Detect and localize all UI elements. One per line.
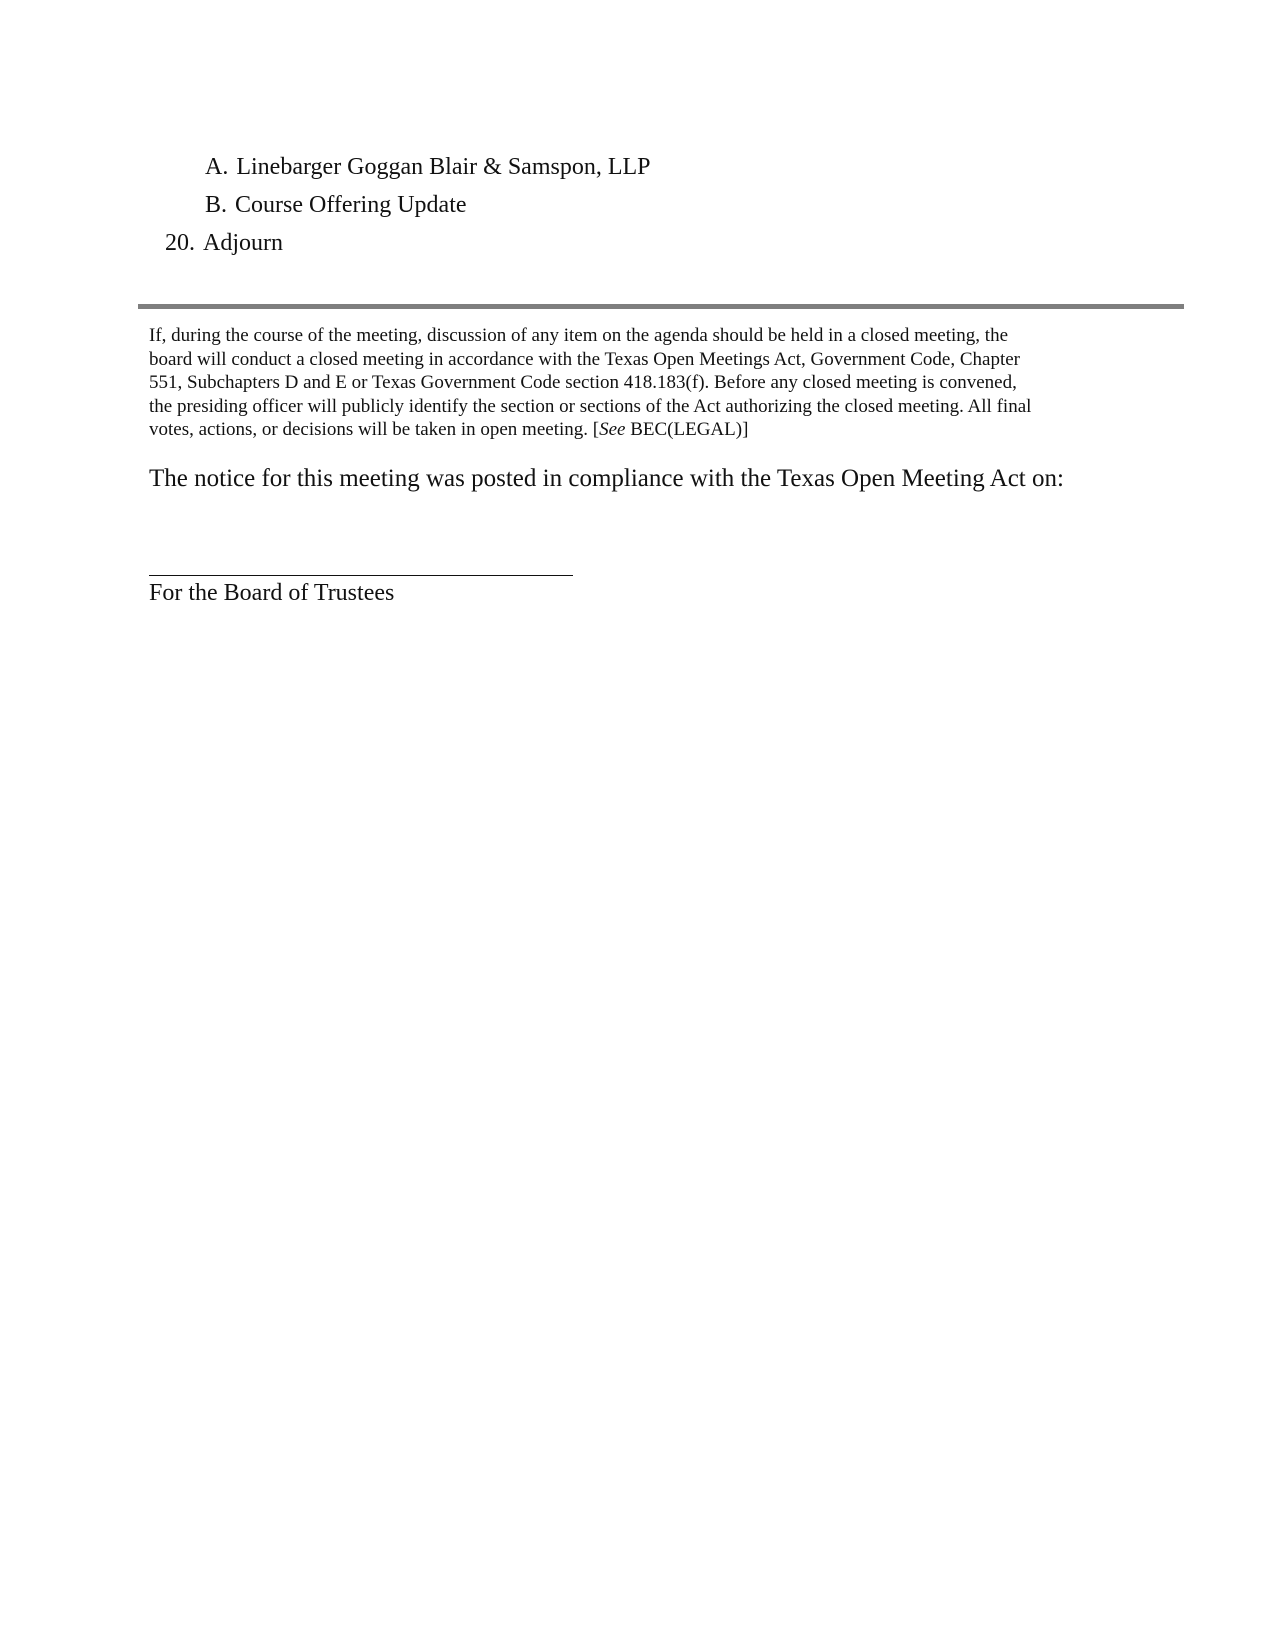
legal-line: 551, Subchapters D and E or Texas Government Code section 418.183(f). Before any closed meeting is convened, (149, 372, 1017, 393)
legal-final-suffix: BEC(LEGAL)] (625, 419, 749, 440)
legal-final-prefix: votes, actions, or decisions will be taken in open meeting. [ (149, 419, 600, 440)
legal-line-final (149, 418, 1139, 442)
agenda-subitem-b (205, 190, 467, 220)
legal-line: the presiding officer will publicly identify the section or sections of the Act authorizing the closed meeting. All final (149, 395, 1032, 417)
horizontal-rule (138, 304, 1184, 309)
agenda-text: Linebarger Goggan Blair & Samspon, LLP (236, 154, 651, 180)
agenda-marker: A. (205, 154, 229, 180)
legal-line: board will conduct a closed meeting in accordance with the Texas Open Meetings Act, Government Code, Chapter (149, 348, 1021, 370)
signature-line (149, 575, 573, 576)
agenda-item-20 (165, 228, 283, 258)
agenda-text: Course Offering Update (235, 192, 467, 218)
closed-meeting-notice (149, 324, 1139, 442)
legal-final-italic: See (599, 419, 626, 440)
legal-line: If, during the course of the meeting, discussion of any item on the agenda should be held in a closed meeting, the (149, 325, 1008, 346)
agenda-marker: 20. (165, 230, 195, 256)
agenda-subitem-a (205, 152, 651, 182)
agenda-marker: B. (205, 192, 228, 218)
posting-notice: The notice for this meeting was posted in compliance with the Texas Open Meeting Act on: (149, 465, 1064, 492)
agenda-text: Adjourn (203, 230, 283, 256)
signature-label: For the Board of Trustees (149, 580, 395, 606)
